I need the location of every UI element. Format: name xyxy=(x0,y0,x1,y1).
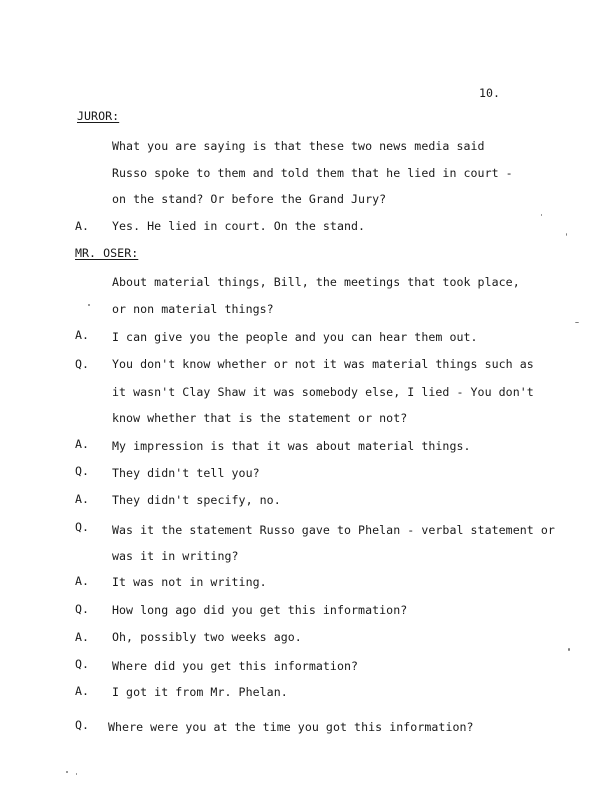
qa-label: Q. xyxy=(75,357,90,371)
transcript-line: Was it the statement Russo gave to Phelan - verbal statement or xyxy=(112,523,555,537)
scan-speck xyxy=(541,214,542,216)
speaker-mr-oser: MR. OSER: xyxy=(75,246,139,260)
scan-speck xyxy=(575,322,579,323)
qa-text: They didn't tell you? xyxy=(112,466,260,480)
qa-label: Q. xyxy=(75,520,90,534)
qa-text: They didn't specify, no. xyxy=(112,493,281,507)
page-number: 10. xyxy=(479,86,501,100)
qa-label: A. xyxy=(75,574,90,588)
scan-speck xyxy=(66,771,68,773)
scan-speck xyxy=(76,773,77,775)
qa-text: Where did you get this information? xyxy=(112,659,359,673)
qa-text: I can give you the people and you can hear them out. xyxy=(112,330,478,344)
qa-label: Q. xyxy=(75,718,90,732)
transcript-line: know whether that is the statement or not? xyxy=(112,411,408,425)
transcript-line: What you are saying is that these two news media said xyxy=(112,139,485,153)
qa-label: A. xyxy=(75,492,90,506)
scan-speck xyxy=(568,648,570,651)
transcript-line: on the stand? Or before the Grand Jury? xyxy=(112,192,387,206)
scan-speck xyxy=(88,304,90,306)
qa-label: Q. xyxy=(75,464,90,478)
transcript-line: You don't know whether or not it was material things such as xyxy=(112,357,534,371)
qa-text: It was not in writing. xyxy=(112,575,267,589)
transcript-line: About material things, Bill, the meetings that took place, xyxy=(112,275,520,289)
qa-label: A. xyxy=(75,437,90,451)
speaker-juror: JUROR: xyxy=(77,109,120,123)
qa-text: Where were you at the time you got this information? xyxy=(108,720,474,734)
qa-label: Q. xyxy=(75,602,90,616)
transcript-line: Russo spoke to them and told them that he lied in court - xyxy=(112,166,513,180)
qa-text: My impression is that it was about material things. xyxy=(112,439,471,453)
transcript-line: was it in writing? xyxy=(112,549,239,563)
qa-label: A. xyxy=(75,328,90,342)
qa-label: A. xyxy=(75,219,90,233)
qa-text: How long ago did you get this information? xyxy=(112,603,408,617)
qa-label: A. xyxy=(75,684,90,698)
qa-label: A. xyxy=(75,630,90,644)
transcript-line: or non material things? xyxy=(112,302,274,316)
qa-text: Yes. He lied in court. On the stand. xyxy=(112,219,366,233)
qa-text: I got it from Mr. Phelan. xyxy=(112,685,288,699)
scan-speck xyxy=(566,233,567,236)
qa-label: Q. xyxy=(75,657,90,671)
transcript-line: it wasn't Clay Shaw it was somebody else, I lied - You don't xyxy=(112,385,534,399)
qa-text: Oh, possibly two weeks ago. xyxy=(112,630,302,644)
